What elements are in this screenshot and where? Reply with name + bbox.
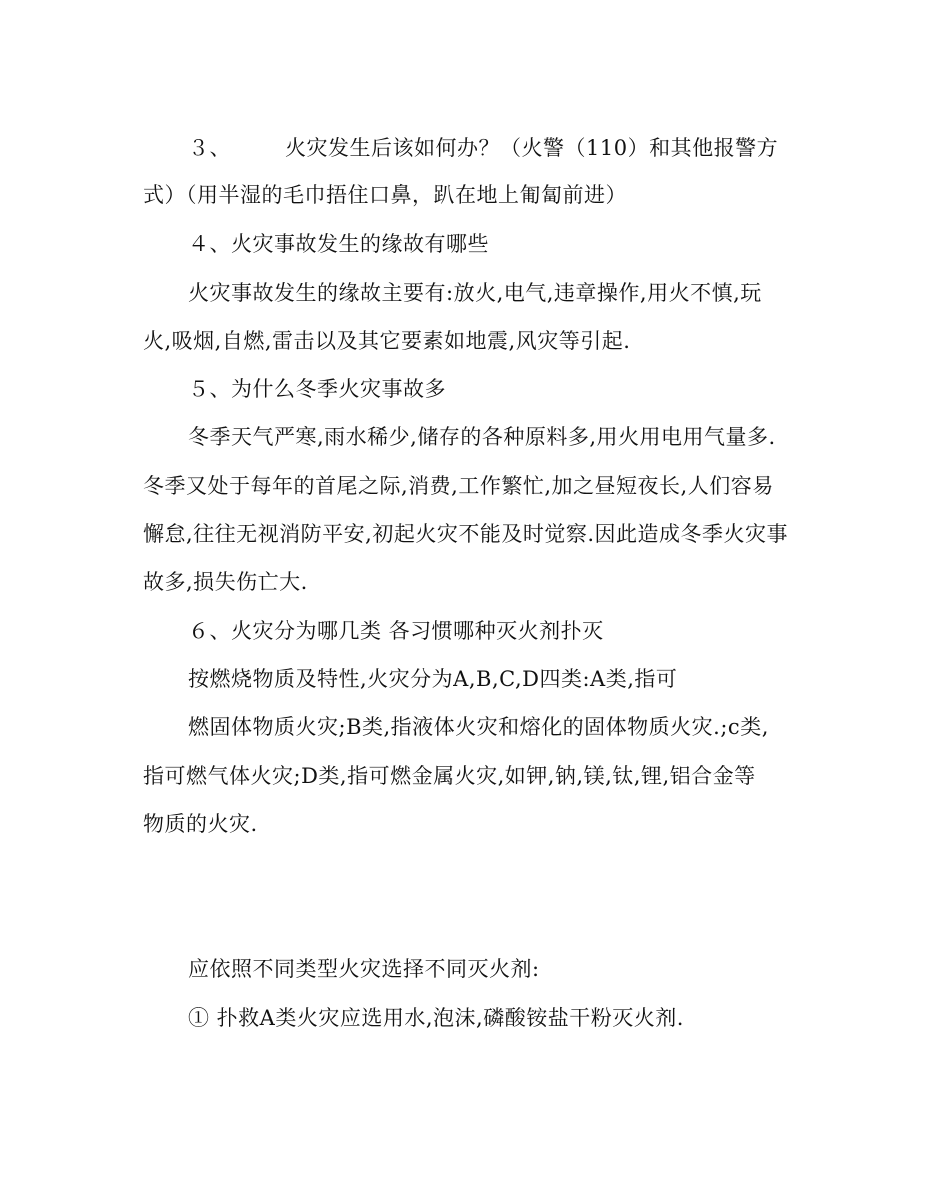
extinguisher-item-1: ① 扑救A类火灾应选用水,泡沫,磷酸铵盐干粉灭火剂. xyxy=(188,1006,684,1030)
section-4-body-line-2: 火,吸烟,自燃,雷击以及其它要素如地震,风灾等引起. xyxy=(143,329,631,353)
section-6-body-line-1: 按燃烧物质及特性,火灾分为A,B,C,D四类:A类,指可 xyxy=(188,667,678,691)
section-6-body-line-2: 燃固体物质火灾;B类,指液体火灾和熔化的固体物质火灾.;c类, xyxy=(188,715,769,739)
section-4-body-line-1: 火灾事故发生的缘故主要有:放火,电气,违章操作,用火不慎,玩 xyxy=(188,281,762,305)
extinguisher-intro: 应依照不同类型火灾选择不同灭火剂: xyxy=(188,957,540,981)
section-3-heading-line-2: 式）（用半湿的毛巾捂住口鼻，趴在地上匍匐前进） xyxy=(143,183,627,207)
section-5-body-line-2: 冬季又处于每年的首尾之际,消费,工作繁忙,加之昼短夜长,人们容易 xyxy=(143,474,774,498)
section-4-heading: ４、火灾事故发生的缘故有哪些 xyxy=(188,232,489,256)
section-5-body-line-3: 懈怠,往往无视消防平安,初起火灾不能及时觉察.因此造成冬季火灾事 xyxy=(143,522,789,546)
section-6-body-line-4: 物质的火灾. xyxy=(143,812,258,836)
section-6-heading: ６、火灾分为哪几类 各习惯哪种灭火剂扑灭 xyxy=(188,619,604,643)
section-3-heading-line-1: ３、 火灾发生后该如何办？（火警（110）和其他报警方 xyxy=(188,136,779,160)
section-5-body-line-1: 冬季天气严寒,雨水稀少,储存的各种原料多,用火用电用气量多. xyxy=(188,425,776,449)
section-5-body-line-4: 故多,损失伤亡大. xyxy=(143,570,308,594)
section-6-body-line-3: 指可燃气体火灾;D类,指可燃金属火灾,如钾,钠,镁,钛,锂,铝合金等 xyxy=(143,764,756,788)
section-5-heading: ５、为什么冬季火灾事故多 xyxy=(188,377,446,401)
